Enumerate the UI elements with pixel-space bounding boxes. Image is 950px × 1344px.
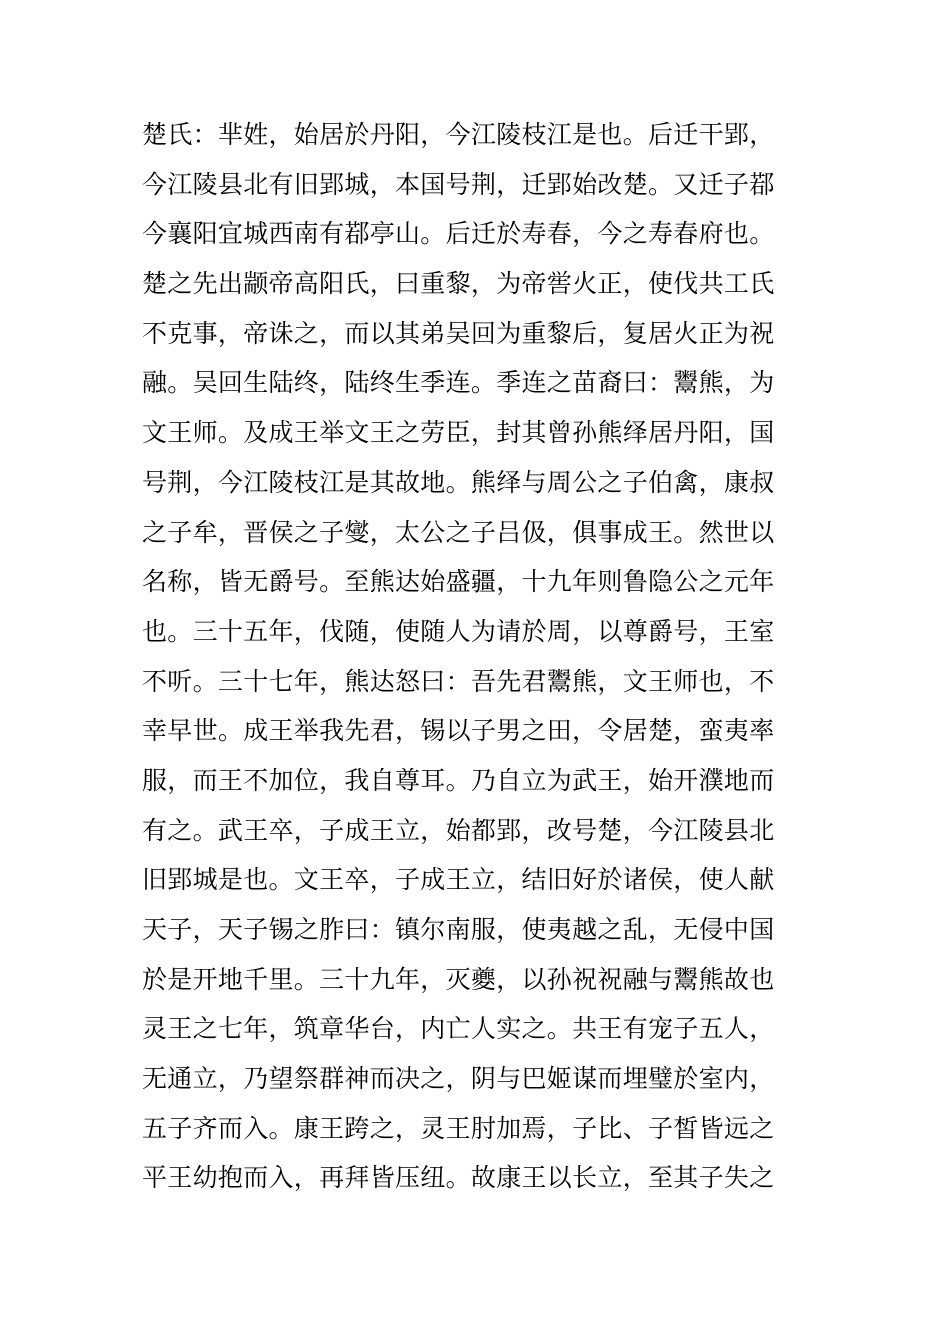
text-line-4: 楚之先出颛帝高阳氏，曰重黎，为帝喾火正，使伐共工氏 — [142, 269, 775, 299]
text-line-21: 五子齐而入。康王跨之，灵王肘加焉，子比、子皙皆远之 — [142, 1113, 775, 1143]
text-line-18: 於是开地千里。三十九年，灭夔，以孙祝祝融与鬻熊故也 — [142, 964, 775, 994]
text-line-7: 文王师。及成王举文王之劳臣，封其曾孙熊绎居丹阳，国 — [142, 418, 775, 448]
text-line-5: 不克事，帝诛之，而以其弟吴回为重黎后，复居火正为祝 — [142, 318, 775, 348]
text-line-8: 号荆，今江陵枝江是其故地。熊绎与周公之子伯禽，康叔 — [142, 467, 775, 497]
text-line-16: 旧郢城是也。文王卒，子成王立，结旧好於诸侯，使人献 — [142, 865, 775, 895]
text-line-22: 平王幼抱而入，再拜皆压纽。故康王以长立，至其子失之 — [142, 1163, 775, 1193]
text-line-13: 幸早世。成王举我先君，锡以子男之田，令居楚，蛮夷率 — [142, 716, 775, 746]
text-line-12: 不听。三十七年，熊达怒曰：吾先君鬻熊，文王师也，不 — [142, 666, 775, 696]
text-line-17: 天子，天子锡之胙曰：镇尔南服，使夷越之乱，无侵中国 — [142, 915, 775, 944]
text-line-14: 服，而王不加位，我自尊耳。乃自立为武王，始开濮地而 — [142, 765, 775, 795]
text-line-15: 有之。武王卒，子成王立，始都郢，改号楚，今江陵县北 — [142, 815, 775, 845]
text-line-20: 无通立，乃望祭群神而决之，阴与巴姬谋而埋璧於室内， — [142, 1064, 775, 1094]
text-line-9: 之子牟，晋侯之子燮，太公之子吕伋，俱事成王。然世以 — [142, 517, 775, 547]
text-line-6: 融。吴回生陆终，陆终生季连。季连之苗裔曰：鬻熊，为 — [142, 368, 775, 398]
text-line-19: 灵王之七年，筑章华台，内亡人实之。共王有宠子五人， — [142, 1014, 775, 1044]
text-line-10: 名称，皆无爵号。至熊达始盛疆，十九年则鲁隐公之元年 — [142, 567, 775, 597]
text-line-2: 今江陵县北有旧郢城，本国号荆，迁郢始改楚。又迁子鄀 — [142, 169, 775, 199]
text-line-11: 也。三十五年，伐随，使随人为请於周，以尊爵号，王室 — [142, 616, 775, 646]
text-line-3: 今襄阳宜城西南有鄀亭山。后迁於寿春，今之寿春府也。 — [142, 219, 775, 249]
text-line-1: 楚氏：芈姓，始居於丹阳，今江陵枝江是也。后迁干郢， — [142, 120, 775, 149]
body-text — [142, 110, 792, 1203]
